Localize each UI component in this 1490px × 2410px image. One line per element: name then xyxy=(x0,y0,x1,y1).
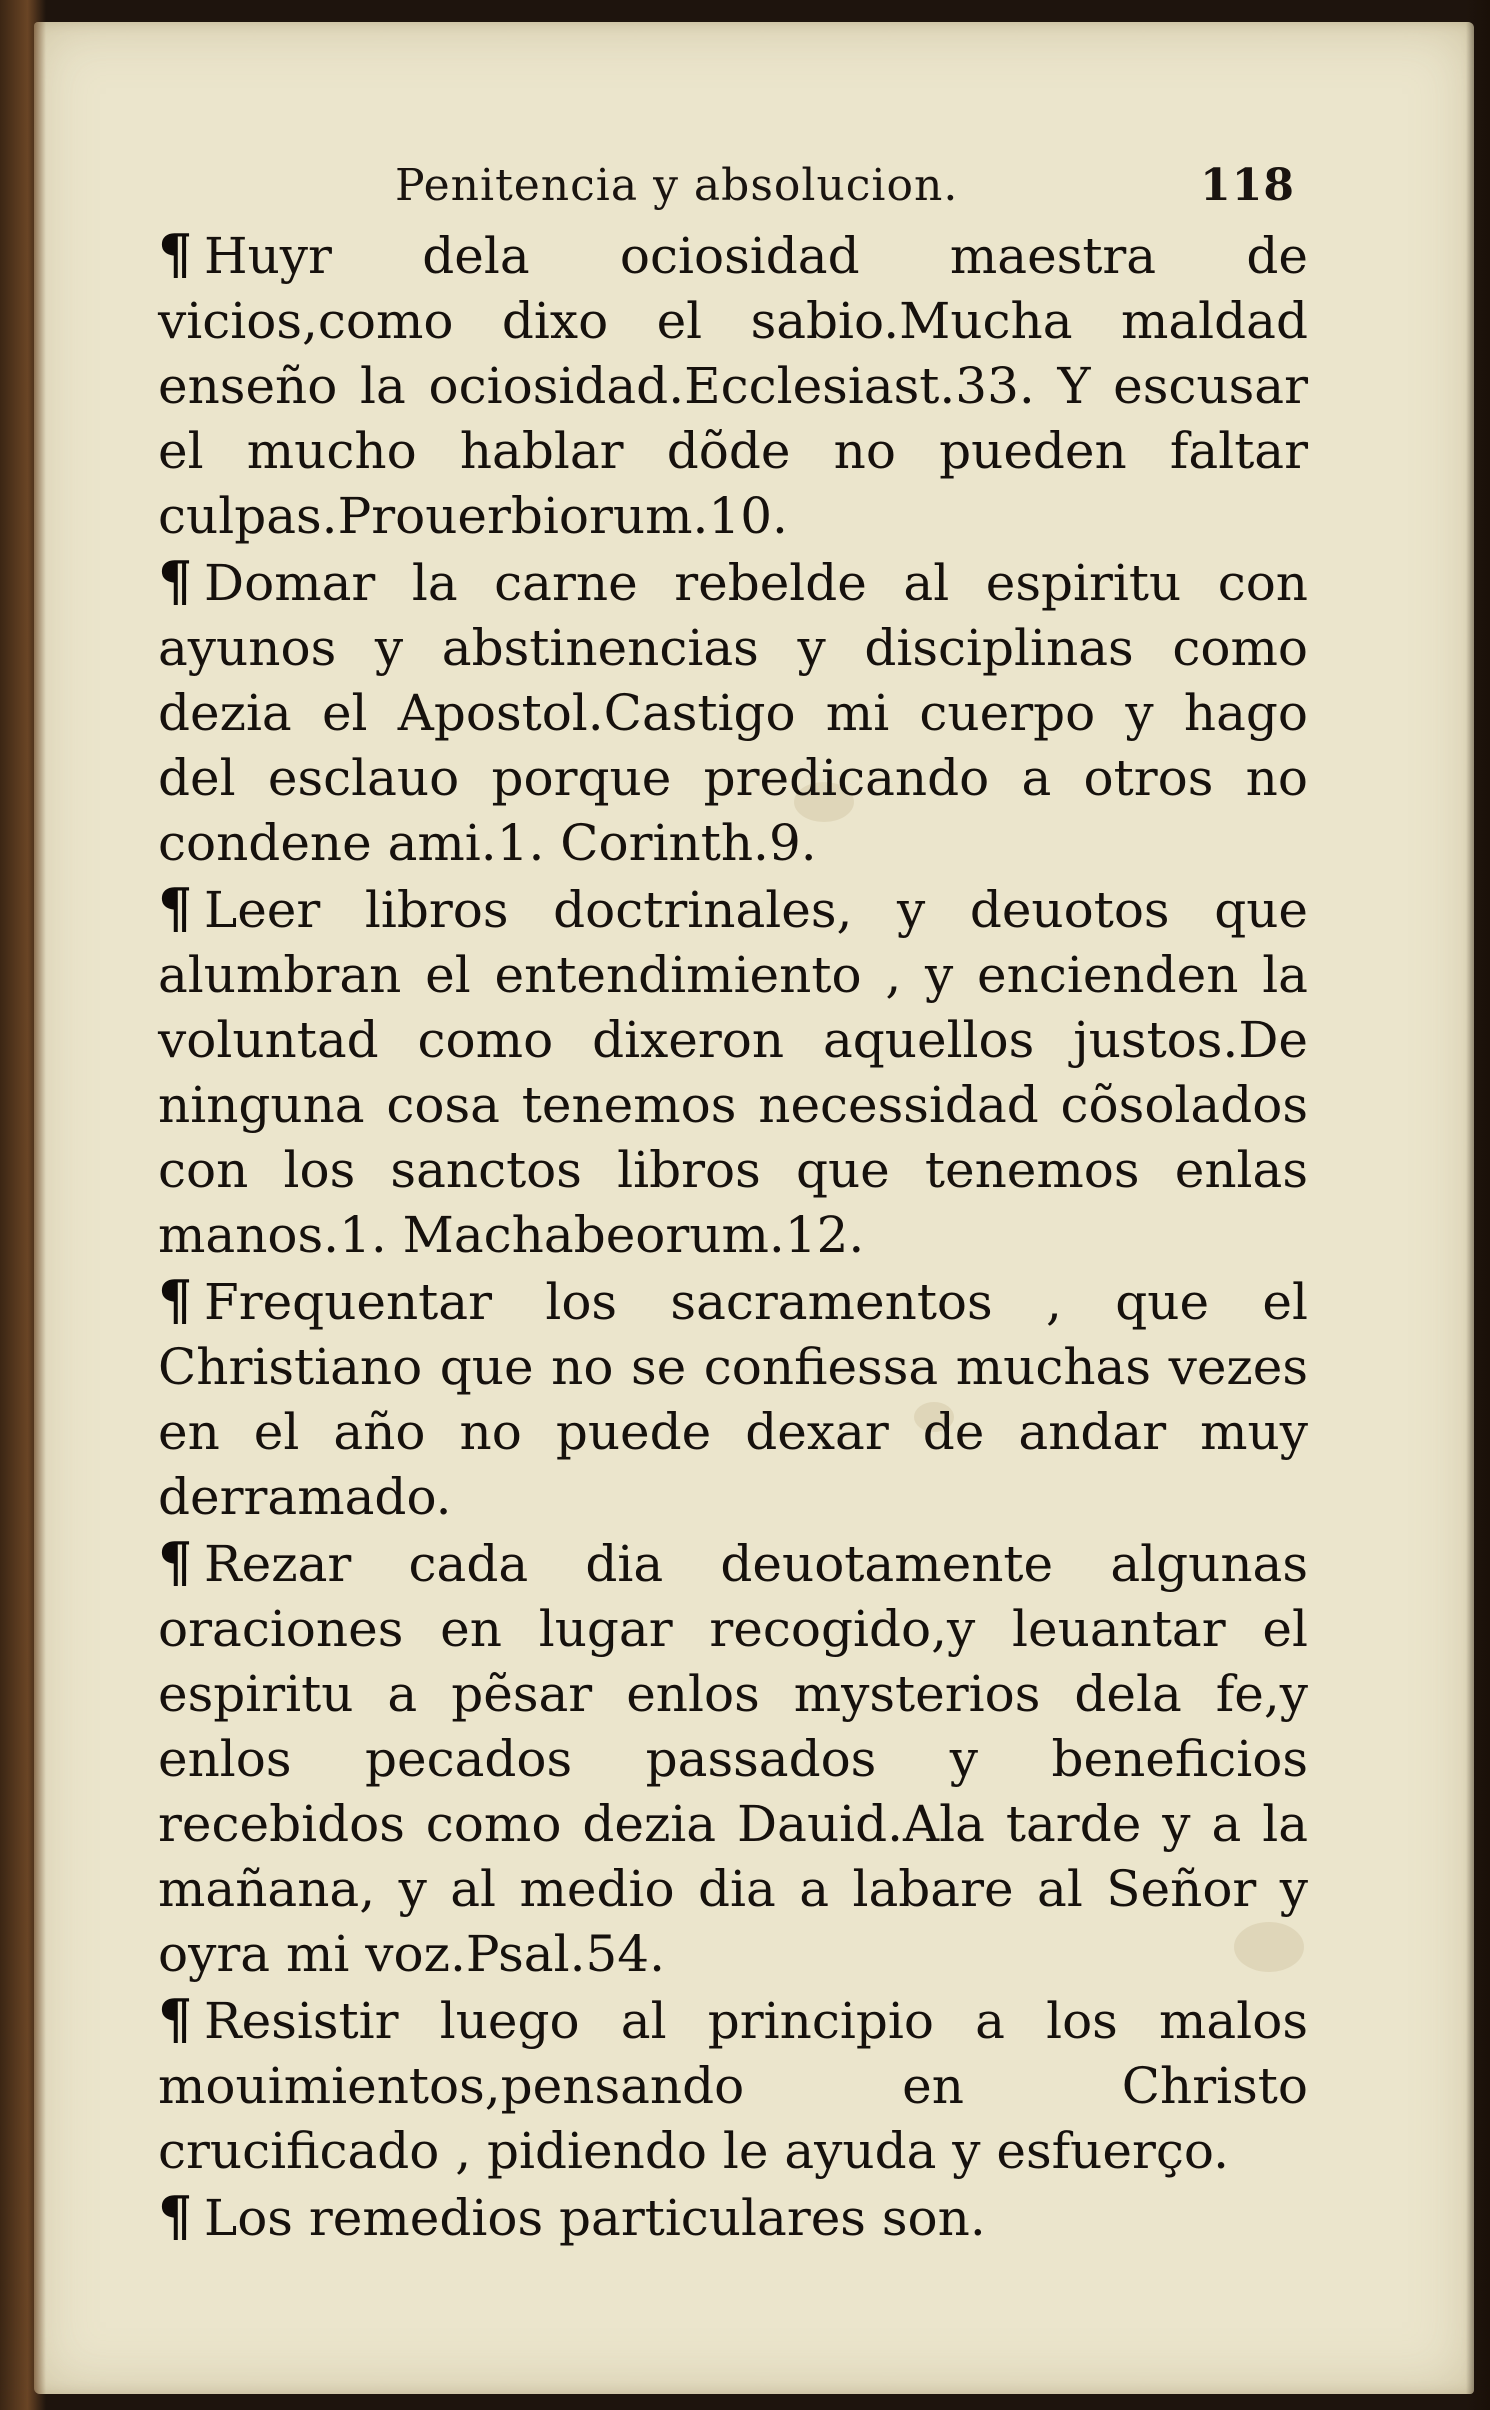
paragraph-text: Los remedios particulares son. xyxy=(204,2189,986,2247)
paragraph xyxy=(158,1987,1308,2184)
pilcrow-icon: ¶ xyxy=(158,876,193,940)
page-right-edge xyxy=(1466,0,1490,2410)
pilcrow-icon: ¶ xyxy=(158,1987,193,2051)
body-text xyxy=(158,222,1308,2251)
paragraph xyxy=(158,2184,1308,2251)
book-spine-edge xyxy=(0,0,46,2410)
paragraph xyxy=(158,1268,1308,1530)
paragraph-text: Resistir luego al principio a los malos mouimientos,pensando en Christo crucificado , pidiendo le ayuda y esfuerço. xyxy=(158,1992,1308,2180)
pilcrow-icon: ¶ xyxy=(158,549,193,613)
pilcrow-icon: ¶ xyxy=(158,2184,193,2248)
paragraph-text: Huyr dela ociosidad maestra de vicios,como dixo el sabio.Mucha maldad enseño la ociosidad.Ecclesiast.33. Y escusar el mucho hablar dõde no pueden faltar culpas.Prouerbiorum.10. xyxy=(158,227,1308,545)
running-header xyxy=(395,160,1295,220)
pilcrow-icon: ¶ xyxy=(158,1530,193,1594)
paragraph xyxy=(158,876,1308,1268)
page-number: 118 xyxy=(1200,160,1295,211)
paragraph-text: Rezar cada dia deuotamente algunas oraciones en lugar recogido,y leuantar el espiritu a pẽsar enlos mysterios dela fe,y enlos pecados passados y beneficios recebidos como dezia Dauid.Ala tarde y a la mañana, y al medio dia a labare al Señor y oyra mi voz.Psal.54. xyxy=(158,1535,1308,1983)
paragraph-text: Frequentar los sacramentos , que el Christiano que no se confiessa muchas vezes en el año no puede dexar de andar muy derramado. xyxy=(158,1273,1308,1526)
paragraph xyxy=(158,222,1308,549)
pilcrow-icon: ¶ xyxy=(158,1268,193,1332)
paragraph-text: Leer libros doctrinales, y deuotos que alumbran el entendimiento , y encienden la voluntad como dixeron aquellos justos.De ninguna cosa tenemos necessidad cõsolados con los sanctos libros que tenemos enlas manos.1. Machabeorum.12. xyxy=(158,881,1308,1264)
paragraph-text: Domar la carne rebelde al espiritu con ayunos y abstinencias y disciplinas como dezia el Apostol.Castigo mi cuerpo y hago del esclauo porque predicando a otros no condene ami.1. Corinth.9. xyxy=(158,554,1308,872)
running-title: Penitencia y absolucion. xyxy=(395,160,959,211)
paragraph xyxy=(158,1530,1308,1987)
pilcrow-icon: ¶ xyxy=(158,222,193,286)
paragraph xyxy=(158,549,1308,876)
